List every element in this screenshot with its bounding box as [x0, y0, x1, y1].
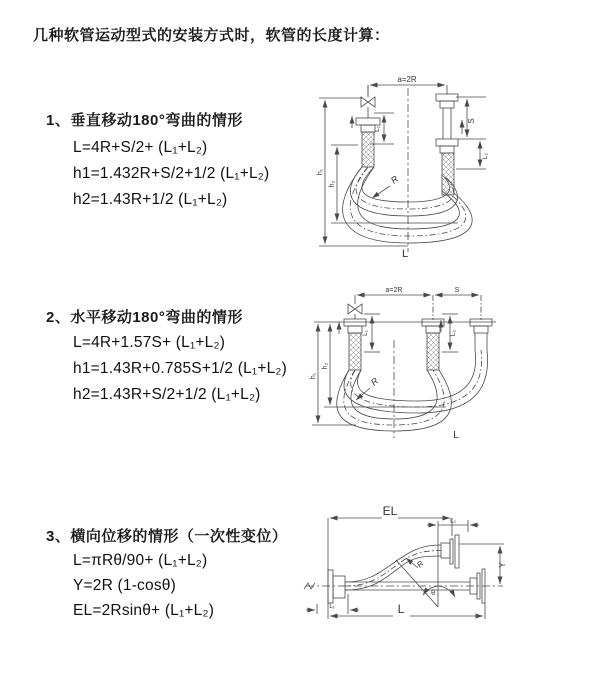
- dim-label-h1: h₁: [317, 168, 324, 176]
- length-label: L: [401, 248, 409, 260]
- dim-label-y: Y: [498, 562, 507, 568]
- diagram-vertical-180-bend: [306, 72, 596, 262]
- section-3-formula-L: L=πRθ/90+ (L₁+L₂): [73, 552, 208, 569]
- dim-el: [330, 518, 452, 536]
- section-3-formula-EL: EL=2Rsinθ+ (L₁+L₂): [73, 602, 215, 619]
- radius-leader: [356, 388, 370, 400]
- upper-flange-fitting: [441, 535, 459, 568]
- section-2-formula-L: L=4R+1.57S+ (L₁+L₂): [73, 334, 226, 351]
- dim-label-l2: L₂: [450, 329, 457, 337]
- dim-l: [328, 518, 485, 619]
- angle-label-theta: θ: [431, 590, 435, 597]
- hose-braid-hatch: [442, 153, 454, 195]
- radius-label: R: [415, 558, 426, 570]
- radius-leader: [372, 186, 390, 198]
- flange-fitting-1: [344, 319, 366, 370]
- section-1-formula-L: L=4R+S/2+ (L₁+L₂): [73, 139, 208, 156]
- dim-label-l1: L₁: [374, 126, 381, 132]
- dim-label-h2: h₂: [329, 180, 336, 188]
- hose-braid-hatch: [362, 132, 374, 167]
- dim-a2r: [368, 85, 447, 96]
- dim-label-s: S: [467, 118, 476, 124]
- section-2-formula-h2: h2=1.43R+S/2+1/2 (L₁+L₂): [73, 386, 261, 403]
- dim-label-el: EL: [382, 504, 398, 518]
- left-flange-fitting: [328, 570, 345, 603]
- dim-label-a2r: a=2R: [397, 75, 417, 84]
- dim-label-l1: L₁: [329, 604, 335, 610]
- length-label: L: [453, 430, 459, 441]
- dim-s: [456, 97, 486, 139]
- section-2-formula-h1: h1=1.43R+0.785S+1/2 (L₁+L₂): [73, 360, 287, 377]
- dim-label-s: S: [454, 287, 460, 294]
- hose-displaced-position: [345, 545, 441, 590]
- centerline-break-mark: [304, 583, 315, 589]
- section-3-formula-Y: Y=2R (1-cosθ): [73, 577, 176, 594]
- hose-braid-hatch: [349, 333, 361, 370]
- dim-label-l2: L₂: [482, 152, 489, 160]
- valve-icon: [348, 295, 362, 319]
- section-1-formula-h2: h2=1.43R+1/2 (L₁+L₂): [73, 191, 228, 208]
- length-label: L: [397, 602, 405, 616]
- hose-braid-hatch: [427, 333, 439, 370]
- dim-h1: [319, 98, 408, 246]
- section-3-heading: 3、横向位移的情形（一次性变位）: [46, 528, 288, 545]
- dim-label-l1: L₁: [362, 330, 369, 336]
- left-flange-fitting: [356, 118, 380, 167]
- valve-icon: [361, 85, 375, 118]
- dim-label-a2r: a=2R: [385, 287, 403, 294]
- diagram-horizontal-180-bend: [306, 280, 596, 452]
- right-flange-fittings: [436, 94, 458, 195]
- section-1-heading: 1、垂直移动180°弯曲的情形: [46, 112, 243, 129]
- section-1-formula-h1: h1=1.432R+S/2+1/2 (L₁+L₂): [73, 165, 270, 182]
- page-title: 几种软管运动型式的安装方式时，软管的长度计算：: [33, 27, 390, 44]
- radius-label: R: [388, 173, 401, 186]
- dim-label-l2: L₂: [450, 518, 456, 525]
- dim-label-h2: h₂: [322, 362, 329, 370]
- flange-fitting-3: [470, 319, 492, 350]
- diagram-lateral-displacement: [298, 498, 598, 658]
- section-2-heading: 2、水平移动180°弯曲的情形: [46, 309, 243, 326]
- hose-u-wide: [344, 350, 488, 413]
- dim-label-h1: h₁: [310, 372, 317, 380]
- radius-label: R: [368, 375, 381, 388]
